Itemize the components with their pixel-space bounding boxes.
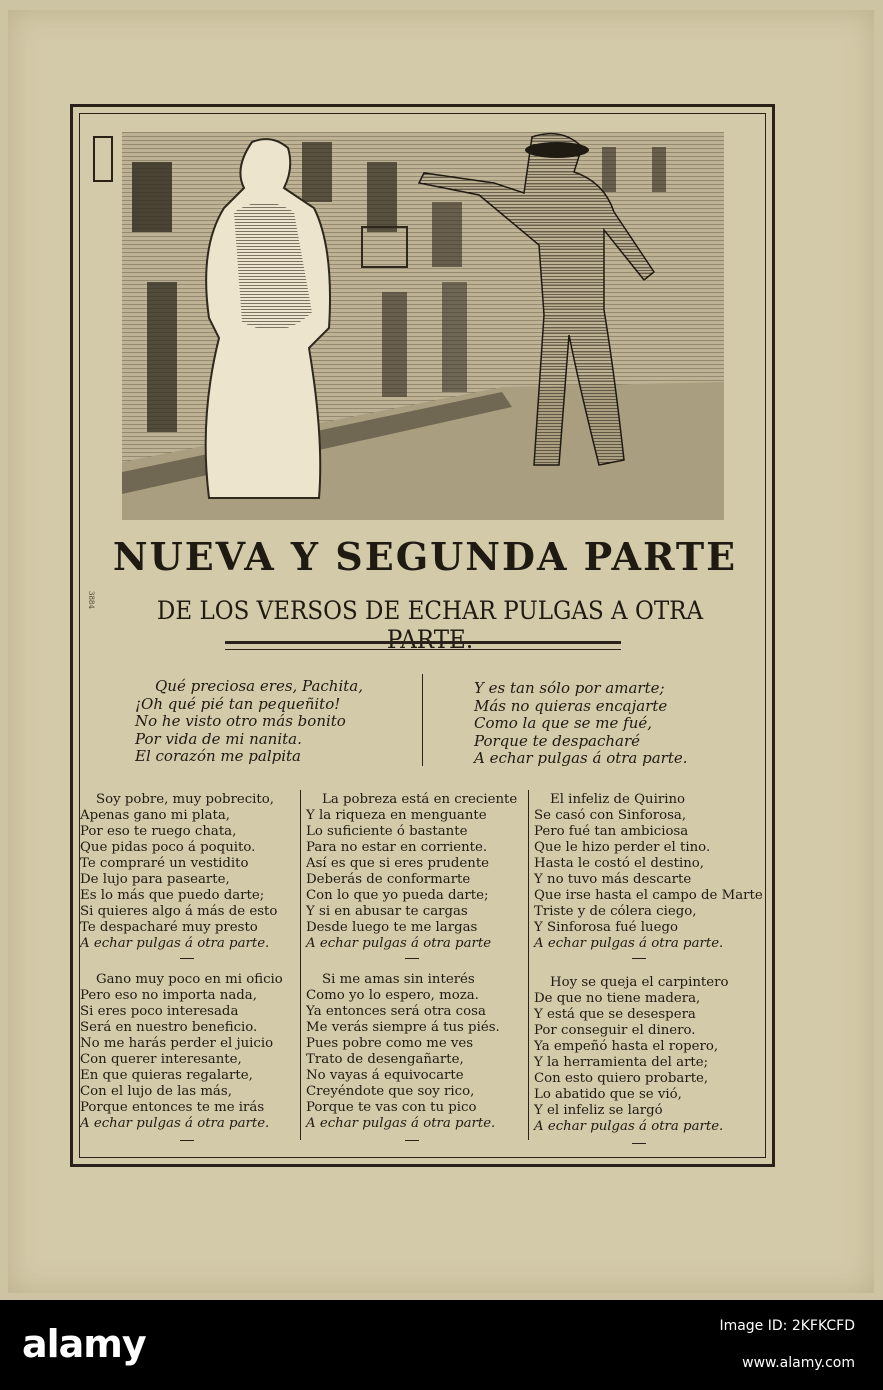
verse-line: Deberás de conformarte bbox=[306, 872, 471, 887]
verse-line: Pero fué tan ambiciosa bbox=[534, 824, 689, 839]
door bbox=[442, 282, 467, 392]
verse-line: Apenas gano mi plata, bbox=[80, 808, 231, 823]
verse-line: Porque entonces te me irás bbox=[80, 1100, 265, 1115]
verse-line: Así es que si eres prudente bbox=[306, 856, 490, 871]
engraving-svg bbox=[122, 132, 724, 520]
verse-line: El infeliz de Quirino bbox=[550, 792, 686, 807]
verse-line: La pobreza está en creciente bbox=[322, 792, 518, 807]
verse-line: Pero eso no importa nada, bbox=[80, 988, 257, 1003]
stanza-separator bbox=[405, 1140, 419, 1141]
verse-line: Por conseguir el dinero. bbox=[534, 1023, 696, 1038]
intro-divider bbox=[422, 674, 423, 766]
verse-line: Trato de desengañarte, bbox=[306, 1052, 464, 1067]
verse-line: Con lo que yo pueda darte; bbox=[306, 888, 489, 903]
stanza-separator bbox=[405, 958, 419, 959]
title-rule bbox=[225, 641, 621, 650]
verse-line: Que pidas poco á poquito. bbox=[80, 840, 256, 855]
verse-line: Te despacharé muy presto bbox=[80, 920, 258, 935]
verse-line: El corazón me palpita bbox=[135, 747, 302, 765]
window bbox=[652, 147, 666, 192]
verse-line: Creyéndote que soy rico, bbox=[306, 1084, 475, 1099]
column-divider bbox=[300, 790, 301, 1140]
verse-line: No me harás perder el juicio bbox=[80, 1036, 274, 1051]
verse-line: Pues pobre como me ves bbox=[306, 1036, 474, 1051]
verse-line: Me verás siempre á tus piés. bbox=[306, 1020, 500, 1035]
column-divider bbox=[528, 790, 529, 1140]
verse-line: Y si en abusar te cargas bbox=[306, 904, 468, 919]
intro-stanza-right bbox=[474, 680, 688, 768]
verse-line: Como la que se me fué, bbox=[474, 714, 653, 732]
verse-line: Con el lujo de las más, bbox=[80, 1084, 232, 1099]
verse-line: Y es tan sólo por amarte; bbox=[474, 679, 665, 697]
column-3-stanza-1 bbox=[534, 792, 763, 952]
verse-line: Por vida de mi nanita. bbox=[135, 729, 302, 748]
verse-line: De lujo para pasearte, bbox=[80, 872, 230, 887]
verse-line: No vayas á equivocarte bbox=[306, 1068, 464, 1083]
verse-line: Ya entonces será otra cosa bbox=[306, 1004, 486, 1019]
verse-line: Hoy se queja el carpintero bbox=[550, 975, 729, 990]
edge-mark: 3884 bbox=[87, 591, 95, 609]
refrain-line: A echar pulgas á otra parte. bbox=[534, 936, 724, 951]
column-1-stanza-2 bbox=[80, 972, 283, 1132]
window bbox=[602, 147, 616, 192]
verse-line: Lo suficiente ó bastante bbox=[306, 824, 468, 839]
column-1-stanza-1 bbox=[80, 792, 277, 952]
stanza-separator bbox=[632, 1143, 646, 1144]
column-2-stanza-1 bbox=[306, 792, 517, 952]
refrain-line: A echar pulgas á otra parte bbox=[306, 936, 492, 951]
brand-logo: alamy bbox=[22, 1322, 146, 1366]
verse-line: Si quieres algo á más de esto bbox=[80, 904, 278, 919]
window bbox=[302, 142, 332, 202]
column-3-stanza-2 bbox=[534, 975, 728, 1135]
verse-line: Si eres poco interesada bbox=[80, 1004, 239, 1019]
verse-line: Lo abatido que se vió, bbox=[534, 1087, 682, 1102]
verse-line: Hasta le costó el destino, bbox=[534, 856, 704, 871]
door bbox=[147, 282, 177, 432]
verse-line: Por eso te ruego chata, bbox=[80, 824, 237, 839]
verse-line: Es lo más que puedo darte; bbox=[80, 888, 265, 903]
intro-stanza-left bbox=[135, 678, 363, 766]
window bbox=[432, 202, 462, 267]
verse-line: Si me amas sin interés bbox=[322, 972, 475, 987]
image-id-label: Image ID: 2KFKCFD bbox=[719, 1318, 855, 1334]
verse-line: Triste y de cólera ciego, bbox=[534, 904, 697, 919]
verse-line: Que le hizo perder el tino. bbox=[534, 840, 711, 855]
verse-line: A echar pulgas á otra parte. bbox=[474, 749, 688, 767]
site-url: www.alamy.com bbox=[742, 1355, 855, 1371]
verse-line: Que irse hasta el campo de Marte bbox=[534, 888, 763, 903]
stanza-separator bbox=[180, 1140, 194, 1141]
verse-line: Te compraré un vestidito bbox=[80, 856, 249, 871]
verse-line: Porque te vas con tu pico bbox=[306, 1100, 477, 1115]
engraving-illustration bbox=[122, 132, 724, 520]
verse-line: Y el infeliz se largó bbox=[534, 1103, 663, 1118]
verse-line: ¡Oh qué pié tan pequeñito! bbox=[135, 694, 341, 713]
refrain-line: A echar pulgas á otra parte. bbox=[306, 1116, 496, 1131]
refrain-line: A echar pulgas á otra parte. bbox=[80, 1116, 270, 1131]
refrain-line: A echar pulgas á otra parte. bbox=[80, 936, 270, 951]
verse-line: Soy pobre, muy pobrecito, bbox=[96, 792, 275, 807]
verse-line: Se casó con Sinforosa, bbox=[534, 808, 687, 823]
verse-line: Qué preciosa eres, Pachita, bbox=[155, 677, 364, 695]
stanza-separator bbox=[180, 958, 194, 959]
stanza-separator bbox=[632, 958, 646, 959]
refrain-line: A echar pulgas á otra parte. bbox=[534, 1119, 724, 1134]
verse-line: Gano muy poco en mi oficio bbox=[96, 972, 283, 987]
verse-line: De que no tiene madera, bbox=[534, 991, 701, 1006]
verse-line: Y la riqueza en menguante bbox=[306, 808, 487, 823]
subheadline: DE LOS VERSOS DE ECHAR PULGAS A OTRA PARTE. bbox=[156, 596, 704, 654]
verse-line: Y no tuvo más descarte bbox=[534, 872, 692, 887]
window bbox=[367, 162, 397, 232]
verse-line: Será en nuestro beneficio. bbox=[80, 1020, 258, 1035]
verse-line: Con esto quiero probarte, bbox=[534, 1071, 709, 1086]
verse-line: Y Sinforosa fué luego bbox=[534, 920, 678, 935]
verse-line: Porque te despacharé bbox=[474, 731, 641, 750]
verse-line: Y la herramienta del arte; bbox=[534, 1055, 709, 1070]
verse-line: Ya empeñó hasta el ropero, bbox=[534, 1039, 719, 1054]
verse-line: Más no quieras encajarte bbox=[474, 696, 668, 715]
verse-line: Para no estar en corriente. bbox=[306, 840, 488, 855]
door bbox=[382, 292, 407, 397]
verse-line: Desde luego te me largas bbox=[306, 920, 478, 935]
hat bbox=[525, 142, 589, 158]
window bbox=[132, 162, 172, 232]
headline: NUEVA Y SEGUNDA PARTE bbox=[112, 534, 738, 579]
corner-box bbox=[93, 136, 113, 182]
verse-line: En que quieras regalarte, bbox=[80, 1068, 253, 1083]
verse-line: Con querer interesante, bbox=[80, 1052, 242, 1067]
verse-line: No he visto otro más bonito bbox=[135, 712, 346, 730]
verse-line: Y está que se desespera bbox=[534, 1007, 696, 1022]
verse-line: Como yo lo espero, moza. bbox=[306, 988, 479, 1003]
column-2-stanza-2 bbox=[306, 972, 500, 1132]
